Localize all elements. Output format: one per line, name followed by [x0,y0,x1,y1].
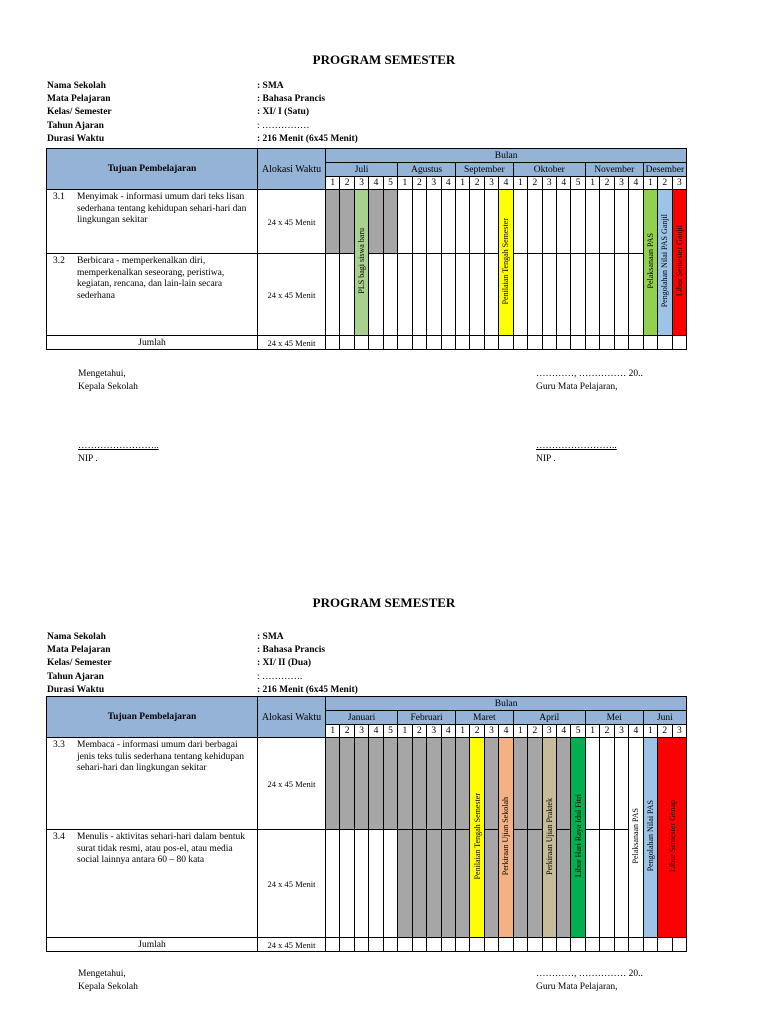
col-header-tujuan: Tujuan Pembelajaran [47,697,258,738]
objective-number: 3.3 [53,740,65,750]
alokasi-value: 24 x 45 Menit [258,830,326,938]
info-label: Mata Pelajaran [47,94,111,105]
info-value: : …………. [257,671,303,682]
month-header: Februari [398,711,456,725]
total-row [47,336,687,350]
alokasi-value: 24 x 45 Menit [258,190,326,254]
col-header-bulan: Bulan [326,697,687,711]
week-number-row: 1 2 3 4 5 1 2 3 4 1 2 3 4 1 2 3 4 5 1 2 3 4 1 2 3 [47,725,687,738]
info-value: : XI/ II (Dua) [257,658,312,669]
objective-text: Berbicara - memperkenalkan diri, memperkenalkan seseorang, peristiwa, kegiatan, rencana, dan lain-lain secara sederhana [77,256,225,301]
alokasi-value: 24 x 45 Menit [258,738,326,830]
info-label: Tahun Ajaran [47,120,104,131]
objective-text: Menulis - aktivitas sehari-hari dalam bentuk surat tidak resmi, atau pos-el, atau media social lainnya antara 60 – 80 kata [77,832,246,865]
event-libur: Libur Semester Genap [658,738,687,938]
signature-left: Mengetahui, Kepala Sekolah [78,969,138,992]
month-header: September [455,163,513,177]
total-value: 24 x 45 Menit [258,336,326,350]
objective-number: 3.4 [53,832,65,842]
info-value: : …………… [257,120,310,131]
month-header: Oktober [513,163,585,177]
month-header: Januari [326,711,398,725]
month-header: Agustus [398,163,456,177]
event-pas: Pelaksanaan PAS [629,738,643,938]
info-label: Tahun Ajaran [47,671,104,682]
event-libur: Libur Semester Ganjil [672,190,687,336]
info-label: Durasi Waktu [47,684,105,695]
objective-number: 3.2 [53,256,65,266]
event-ujian-sekolah: Perkiraan Ujian Sekolah [499,738,513,938]
info-value: : Bahasa Prancis [257,645,326,656]
total-label: Jumlah [47,336,258,350]
info-value: : Bahasa Prancis [257,94,326,105]
signature-right-blank: …………………….. NIP . [536,441,617,464]
total-value: 24 x 45 Menit [258,938,326,952]
signature-left-blank: …………………….. NIP . [78,441,159,464]
col-header-tujuan: Tujuan Pembelajaran [47,149,258,190]
info-label: Kelas/ Semester [47,107,112,118]
event-pts: Penilaian Tengah Semester [499,190,513,336]
total-row [47,938,687,952]
alokasi-value: 24 x 45 Menit [258,254,326,336]
page-title: PROGRAM SEMESTER [312,52,456,67]
info-value: : 216 Menit (6x45 Menit) [257,684,358,695]
month-header: Mei [585,711,643,725]
week-number-row: 1 2 3 4 5 1 2 3 4 1 2 3 4 1 2 3 4 5 1 2 3 4 1 2 3 [47,177,687,190]
info-value: : SMA [257,632,284,642]
month-header: Maret [455,711,513,725]
event-pas: Pelaksanaan PAS [643,190,657,336]
objective-number: 3.1 [53,192,65,202]
month-header: Desember [643,163,687,177]
event-ujian-praktek: Perkiraan Ujian Praktek [542,738,556,938]
table-row [47,190,258,254]
event-pts: Penilaian Tengah Semester [470,738,484,938]
objective-text: Menyimak - informasi umum dari teks lisan sederhana tentang kehidupan sehari-hari dan lingkungan sekitar [77,192,247,225]
table-row [47,738,258,830]
month-header: Juni [643,711,687,725]
schedule-table-1 [46,148,687,350]
month-header: Juli [326,163,398,177]
event-pengolahan: Pengolahan Nilai PAS [643,738,657,938]
info-value: : 216 Menit (6x45 Menit) [257,133,358,144]
page-title: PROGRAM SEMESTER [312,595,456,610]
total-label: Jumlah [47,938,258,952]
signature-right: …………, …………… 20.. Guru Mata Pelajaran, [536,369,643,392]
info-label: Nama Sekolah [47,632,106,642]
info-label: Kelas/ Semester [47,658,112,669]
month-header: November [585,163,643,177]
info-label: Mata Pelajaran [47,645,111,656]
col-header-bulan: Bulan [326,149,687,163]
event-pengolahan: Pengolahan Nilai PAS Ganjil [658,190,672,336]
col-header-alokasi: Alokasi Waktu [258,697,326,738]
objective-text: Membaca - informasi umum dari berbagai jenis teks tulis sederhana tentang kehidupan sehari-hari dan lingkungan sekitar [77,740,244,773]
info-label: Durasi Waktu [47,133,105,144]
event-idul-fitri: Libur Hari Raya Idul Fitri [571,738,585,938]
event-pls: PLS bagi siswa baru [354,190,368,336]
signature-right: …………, …………… 20.. Guru Mata Pelajaran, [536,969,643,992]
schedule-table-2 [46,696,687,952]
info-value: : XI/ I (Satu) [257,107,309,118]
table-row [47,254,258,336]
info-label: Nama Sekolah [47,81,106,91]
signature-left: Mengetahui, Kepala Sekolah [78,369,138,392]
col-header-alokasi: Alokasi Waktu [258,149,326,190]
info-value: : SMA [257,81,284,91]
table-row [47,830,258,938]
month-header: April [513,711,585,725]
